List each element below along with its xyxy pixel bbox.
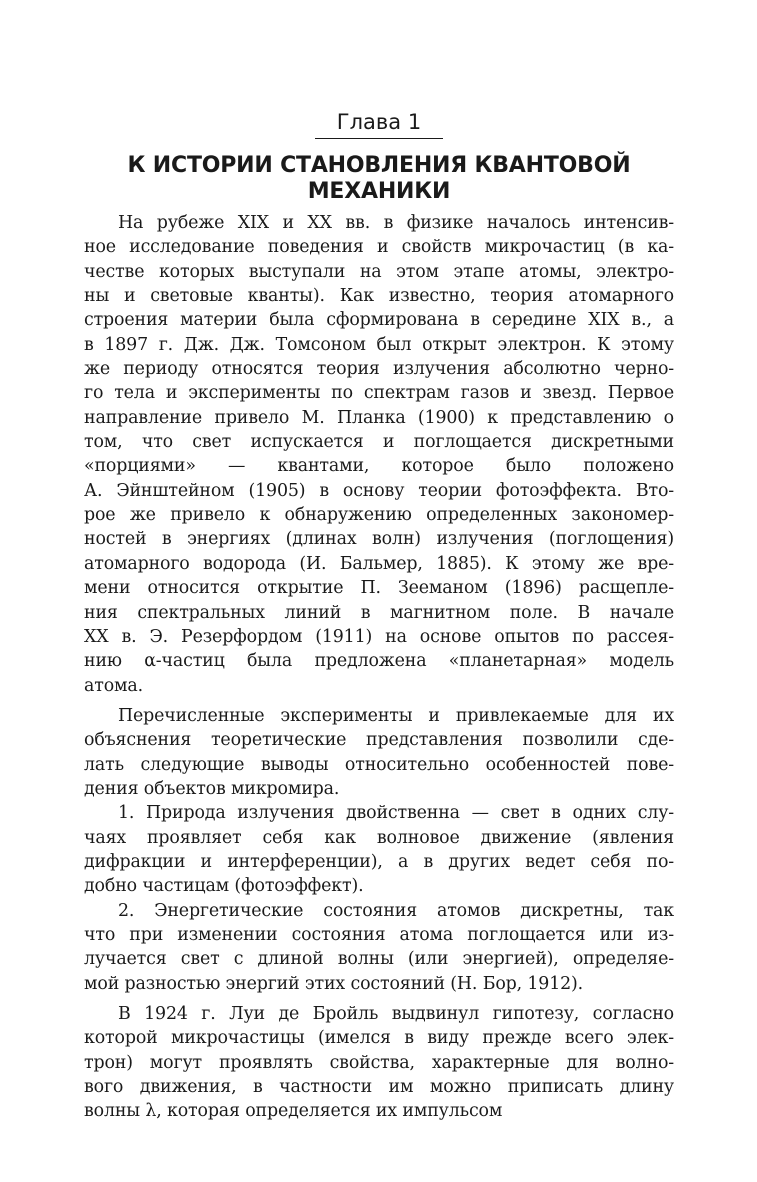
book-page — [84, 108, 674, 1124]
body-text — [84, 211, 674, 1124]
text-line: XX в. Э. Резерфордом (1911) на основе опытов по рассея- — [84, 626, 674, 647]
text-line: которой микрочастицы (имелся в виду прежде всего элек- — [84, 1028, 674, 1049]
chapter-title-line: МЕХАНИКИ — [307, 179, 451, 204]
text-line: Перечисленные эксперименты и привлекаемые для их — [118, 705, 674, 726]
paragraph — [84, 899, 674, 996]
paragraph — [84, 211, 674, 698]
chapter-title — [84, 153, 674, 205]
text-line: рое же привело к обнаружению определенных закономер- — [84, 505, 674, 526]
text-line: мени относится открытие П. Зееманом (1896) расщепле- — [84, 578, 674, 599]
text-line: ния спектральных линий в магнитном поле. В начале — [84, 602, 674, 623]
text-line: дения объектов микромира. — [84, 778, 340, 799]
text-line: ны и световые кванты). Как известно, теория атомарного — [84, 286, 674, 307]
paragraph — [84, 704, 674, 801]
chapter-title-line: К ИСТОРИИ СТАНОВЛЕНИЯ КВАНТОВОЙ — [127, 153, 631, 178]
chapter-label-text: Глава 1 — [315, 108, 443, 139]
text-line: ностей в энергиях (длинах волн) излучения (поглощения) — [84, 529, 674, 550]
text-line: мой разностью энергий этих состояний (Н. Бор, 1912). — [84, 973, 584, 994]
chapter-label — [84, 108, 674, 139]
text-line: го тела и эксперименты по спектрам газов и звезд. Первое — [84, 383, 674, 404]
text-line: лать следующие выводы относительно особенностей пове- — [84, 754, 674, 775]
paragraph — [84, 801, 674, 898]
text-line: направление привело М. Планка (1900) к представлению о — [84, 407, 674, 428]
text-line: В 1924 г. Луи де Бройль выдвинул гипотезу, согласно — [118, 1004, 674, 1024]
text-line: честве которых выступали на этом этапе атомы, электро- — [84, 261, 674, 282]
text-line: волны λ, которая определяется их импульсом — [84, 1101, 503, 1122]
text-line: дифракции и интерференции), а в других ведет себя по- — [84, 851, 674, 872]
text-line: вого движения, в частности им можно приписать длину — [84, 1077, 674, 1098]
text-line: строения материи была сформирована в середине XIX в., а — [84, 310, 674, 331]
text-line: трон) могут проявлять свойства, характерные для волно- — [84, 1052, 674, 1073]
text-line: что при изменении состояния атома поглощается или из- — [84, 924, 674, 945]
text-line: лучается свет с длиной волны (или энергией), определяе- — [84, 949, 674, 970]
text-line: А. Эйнштейном (1905) в основу теории фотоэффекта. Вто- — [84, 480, 674, 501]
text-line: 2. Энергетические состояния атомов дискретны, так — [118, 900, 674, 921]
text-line: нию α-частиц была предложена «планетарная» модель — [84, 651, 674, 672]
text-line: ное исследование поведения и свойств микрочастиц (в ка- — [84, 237, 674, 258]
text-line: в 1897 г. Дж. Дж. Томсоном был открыт электрон. К этому — [84, 334, 674, 355]
text-line: «порциями» — квантами, которое было положено — [84, 456, 674, 477]
text-line: чаях проявляет себя как волновое движение (явления — [84, 827, 674, 848]
text-line: добно частицам (фотоэффект). — [84, 876, 364, 897]
text-line: 1. Природа излучения двойственна — свет в одних слу- — [118, 803, 674, 824]
paragraph — [84, 1002, 674, 1124]
text-line: атома. — [84, 675, 143, 696]
text-line: На рубеже XIX и XX вв. в физике началось интенсив- — [118, 213, 674, 233]
text-line: объяснения теоретические представления позволили сде- — [84, 730, 674, 751]
text-line: же периоду относятся теория излучения абсолютно черно- — [84, 359, 674, 380]
text-line: том, что свет испускается и поглощается дискретными — [84, 432, 674, 453]
text-line: атомарного водорода (И. Бальмер, 1885). К этому же вре- — [84, 553, 674, 574]
